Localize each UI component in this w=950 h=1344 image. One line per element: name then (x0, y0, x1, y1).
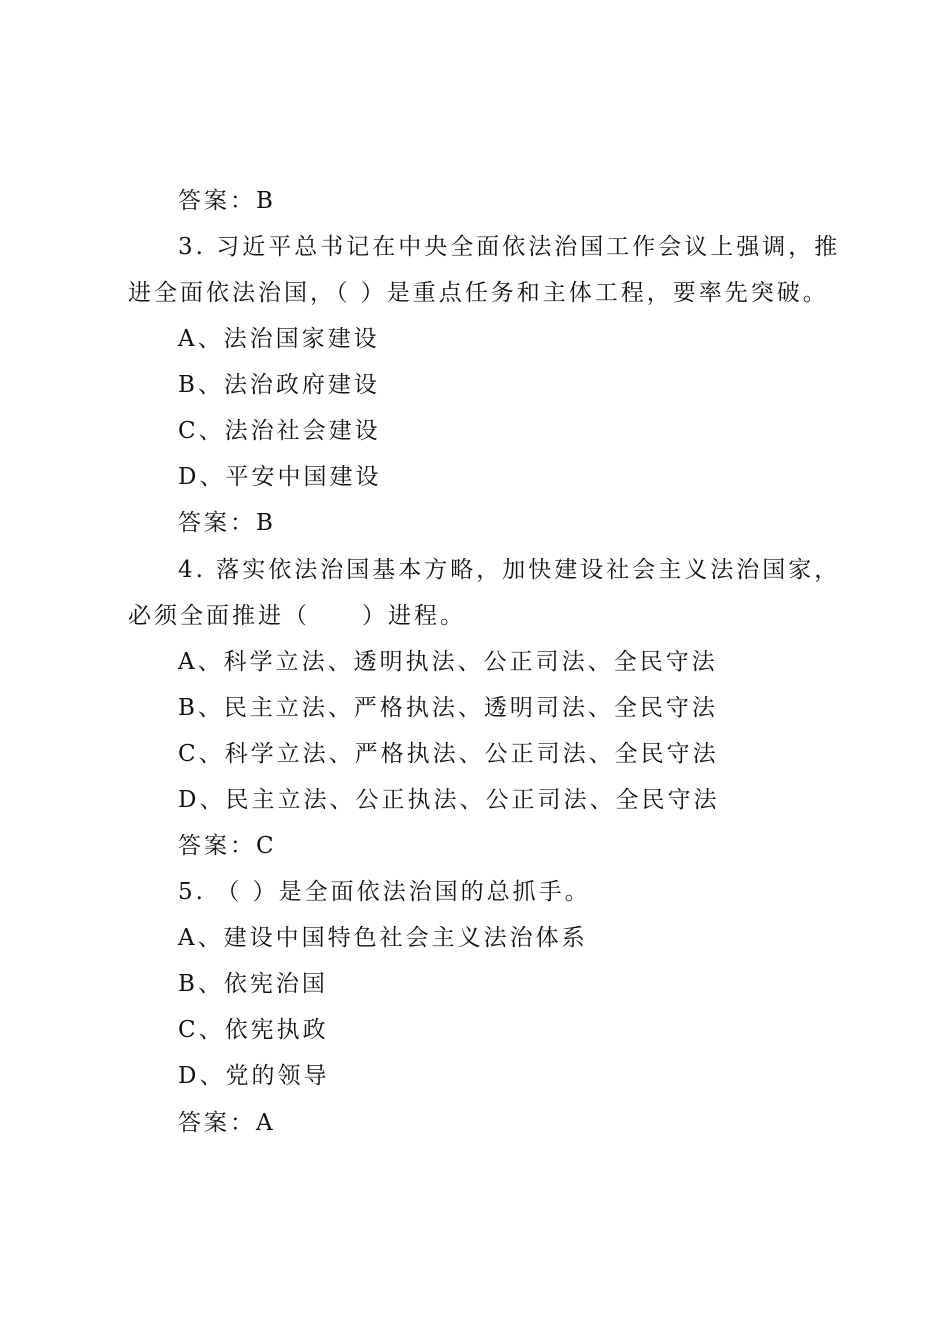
q2-answer: 答案：B (178, 188, 276, 214)
q3-option-d: D、平安中国建设 (178, 464, 382, 490)
q4-option-d: D、民主立法、公正执法、公正司法、全民守法 (178, 787, 720, 813)
q3-stem-line2: 进全面依法治国，（ ）是重点任务和主体工程，要率先突破。 (128, 280, 829, 306)
q5-option-d: D、党的领导 (178, 1063, 330, 1089)
q3-option-c: C、法治社会建设 (178, 418, 381, 444)
q5-option-a: A、建设中国特色社会主义法治体系 (178, 925, 588, 951)
q4-option-a: A、科学立法、透明执法、公正司法、全民守法 (178, 649, 718, 675)
q3-option-a: A、法治国家建设 (178, 326, 380, 352)
q4-answer: 答案：C (178, 833, 277, 859)
q5-option-c: C、依宪执政 (178, 1017, 329, 1043)
q3-option-b: B、法治政府建设 (178, 372, 380, 398)
q4-option-c: C、科学立法、严格执法、公正司法、全民守法 (178, 741, 719, 767)
q4-stem-line2: 必须全面推进（ ）进程。 (128, 603, 466, 629)
q5-option-b: B、依宪治国 (178, 971, 328, 997)
q4-stem-line1: 4. 落实依法治国基本方略，加快建设社会主义法治国家， (178, 557, 841, 583)
q4-option-b: B、民主立法、严格执法、透明司法、全民守法 (178, 695, 718, 721)
q3-answer: 答案：B (178, 510, 276, 536)
q5-stem-line1: 5. （ ）是全面依法治国的总抓手。 (178, 879, 591, 905)
q3-stem-line1: 3. 习近平总书记在中央全面依法治国工作会议上强调，推 (178, 234, 841, 260)
q5-answer: 答案：A (178, 1110, 276, 1136)
